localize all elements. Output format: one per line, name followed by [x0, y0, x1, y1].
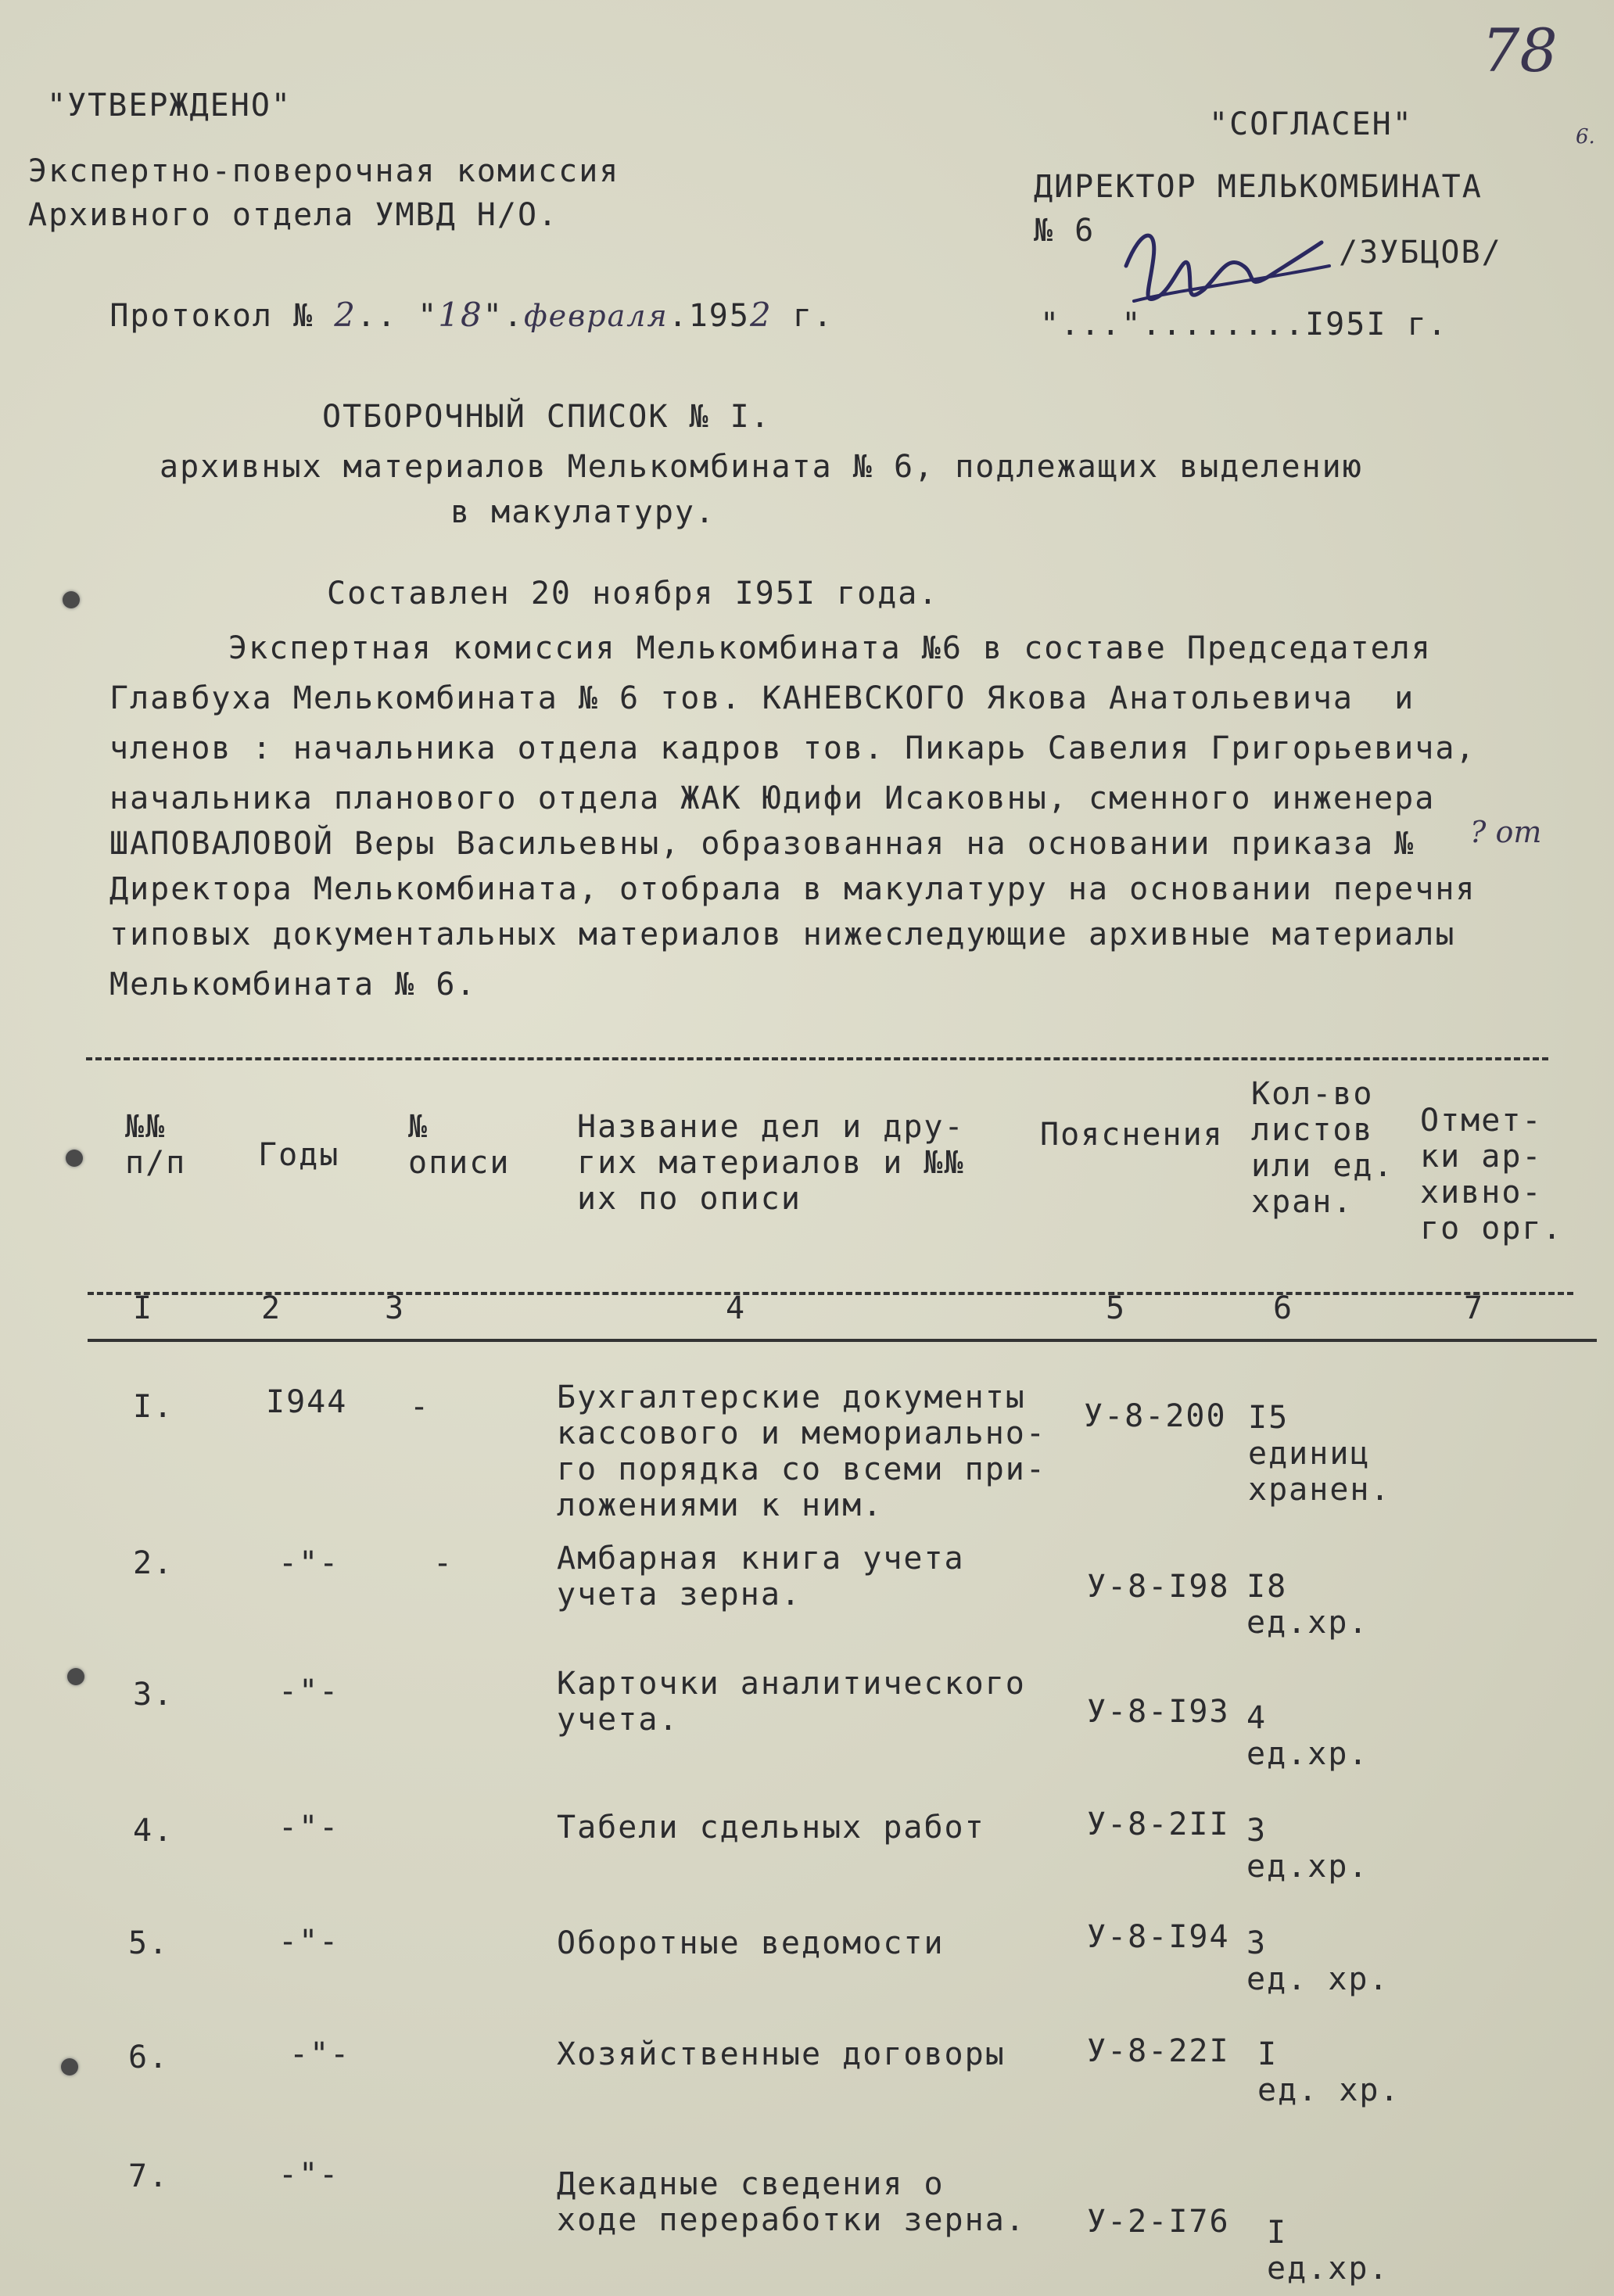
- punch-hole-4: [61, 2058, 78, 2075]
- row-qty: I ед. хр.: [1257, 2036, 1401, 2108]
- row-year: -"-: [278, 2157, 340, 2193]
- row-number: 3.: [133, 1677, 174, 1713]
- row-note: У-8-22I: [1087, 2033, 1230, 2069]
- row-qty: 3 ед. хр.: [1246, 1925, 1390, 1997]
- header-qty: Кол-во листов или ед. хран.: [1251, 1076, 1394, 1220]
- row-name: Оборотные ведомости: [557, 1925, 945, 1961]
- punch-hole-3: [67, 1668, 84, 1685]
- row-note: У-8-200: [1084, 1398, 1227, 1434]
- protocol-line: Протокол № 2.. "18".февраля.1952 г.: [109, 296, 834, 334]
- col-number: 3: [385, 1290, 406, 1326]
- row-year: -"-: [278, 1545, 340, 1581]
- header-name: Название дел и дру- гих материалов и №№ их по описи: [577, 1109, 965, 1217]
- col-number: 5: [1106, 1290, 1127, 1326]
- row-note: У-8-2II: [1087, 1806, 1230, 1842]
- margin-note: ? от: [1470, 815, 1542, 849]
- row-qty: 4 ед.хр.: [1246, 1700, 1369, 1772]
- row-name: Бухгалтерские документы кассового и мемориально- го порядка со всеми при- ложениями к ним.: [557, 1379, 1046, 1523]
- row-qty: I ед.хр.: [1267, 2215, 1390, 2287]
- row-name: Декадные сведения о ходе переработки зерна.: [557, 2166, 1026, 2238]
- row-note: У-8-I94: [1087, 1919, 1230, 1955]
- header-note: Пояснения: [1040, 1117, 1224, 1153]
- body-line: начальника планового отдела ЖАК Юдифи Исаковны, сменного инженера: [109, 780, 1436, 816]
- compiled-date: Составлен 20 ноября I95I года.: [327, 576, 939, 612]
- row-year: -"-: [278, 1674, 340, 1709]
- protocol-prefix: Протокол №: [109, 298, 314, 334]
- row-note: У-8-I93: [1087, 1694, 1230, 1730]
- col-number: 4: [726, 1290, 747, 1326]
- body-line: Главбуха Мелькомбината № 6 тов. КАНЕВСКОГО Якова Анатольевича и: [109, 680, 1415, 716]
- row-qty: 3 ед.хр.: [1246, 1813, 1369, 1885]
- approved-line-2: Архивного отдела УМВД Н/О.: [28, 197, 559, 233]
- header-marks: Отмет- ки ар- хивно- го орг.: [1420, 1103, 1563, 1247]
- row-year: -"-: [278, 1924, 340, 1960]
- list-subtitle-1: архивных материалов Мелькомбината № 6, подлежащих выделению: [160, 449, 1363, 485]
- agreed-line-1: ДИРЕКТОР МЕЛЬКОМБИНАТА: [1034, 169, 1483, 205]
- body-line: Экспертная комиссия Мелькомбината №6 в составе Председателя: [228, 630, 1432, 666]
- list-title: ОТБОРОЧНЫЙ СПИСОК № I.: [322, 399, 771, 435]
- punch-hole-2: [66, 1150, 83, 1167]
- list-subtitle-2: в макулатуру.: [450, 494, 716, 530]
- col-number: 6: [1273, 1290, 1294, 1326]
- punch-hole-1: [63, 591, 80, 608]
- protocol-day: 18: [438, 296, 483, 334]
- agreed-date: "..."........I95I г.: [1040, 307, 1448, 343]
- protocol-month: февраля: [523, 299, 669, 333]
- col-number: 2: [261, 1290, 282, 1326]
- header-opis: № описи: [408, 1109, 511, 1181]
- corner-mark: 6.: [1576, 125, 1595, 149]
- row-name: Хозяйственные договоры: [557, 2036, 1006, 2072]
- body-line: ШАПОВАЛОВОЙ Веры Васильевны, образованная на основании приказа №: [109, 826, 1415, 862]
- protocol-year-hand: 2: [749, 296, 773, 334]
- row-number: I.: [133, 1389, 174, 1425]
- row-number: 4.: [133, 1813, 174, 1849]
- row-number: 6.: [128, 2039, 170, 2075]
- protocol-year-prefix: 195: [688, 298, 750, 334]
- protocol-suffix: г.: [792, 298, 834, 334]
- table-top-rule: [86, 1057, 1548, 1060]
- page-number: 78: [1482, 16, 1558, 85]
- header-bottom-rule: [88, 1292, 1573, 1295]
- row-qty: I5 единиц хранен.: [1248, 1400, 1391, 1508]
- row-year: -"-: [278, 1810, 340, 1846]
- approved-title: "УТВЕРЖДЕНО": [47, 88, 292, 124]
- row-qty: I8 ед.хр.: [1246, 1569, 1369, 1641]
- row-name: Карточки аналитического учета.: [557, 1666, 1026, 1738]
- row-number: 2.: [133, 1545, 174, 1581]
- header-years: Годы: [258, 1137, 340, 1173]
- director-signature: [1110, 211, 1345, 321]
- body-line: членов : начальника отдела кадров тов. Пикарь Савелия Григорьевича,: [109, 730, 1476, 766]
- body-line: Мелькомбината № 6.: [109, 967, 477, 1003]
- row-number: 5.: [128, 1925, 170, 1961]
- row-opis: -: [410, 1389, 431, 1425]
- col-number: 7: [1464, 1290, 1485, 1326]
- row-year: -"-: [289, 2036, 351, 2072]
- row-number: 7.: [128, 2158, 170, 2194]
- body-line: Директора Мелькомбината, отобрала в макулатуру на основании перечня: [109, 871, 1476, 907]
- row-name: Табели сдельных работ: [557, 1810, 985, 1846]
- director-name: /ЗУБЦОВ/: [1339, 235, 1502, 271]
- approved-line-1: Экспертно-поверочная комиссия: [28, 153, 620, 189]
- row-opis: -: [433, 1545, 454, 1581]
- header-num: №№ п/п: [125, 1109, 187, 1181]
- agreed-line-2: № 6: [1034, 213, 1096, 249]
- col-number: I: [133, 1290, 154, 1326]
- protocol-number: 2: [334, 296, 357, 334]
- row-year: I944: [266, 1384, 348, 1420]
- row-note: У-2-I76: [1087, 2204, 1230, 2240]
- body-line: типовых документальных материалов нижеследующие архивные материалы: [109, 917, 1456, 952]
- row-note: У-8-I98: [1087, 1569, 1230, 1605]
- column-number-rule: [88, 1339, 1597, 1342]
- row-name: Амбарная книга учета учета зерна.: [557, 1541, 965, 1613]
- agreed-title: "СОГЛАСЕН": [1209, 106, 1413, 142]
